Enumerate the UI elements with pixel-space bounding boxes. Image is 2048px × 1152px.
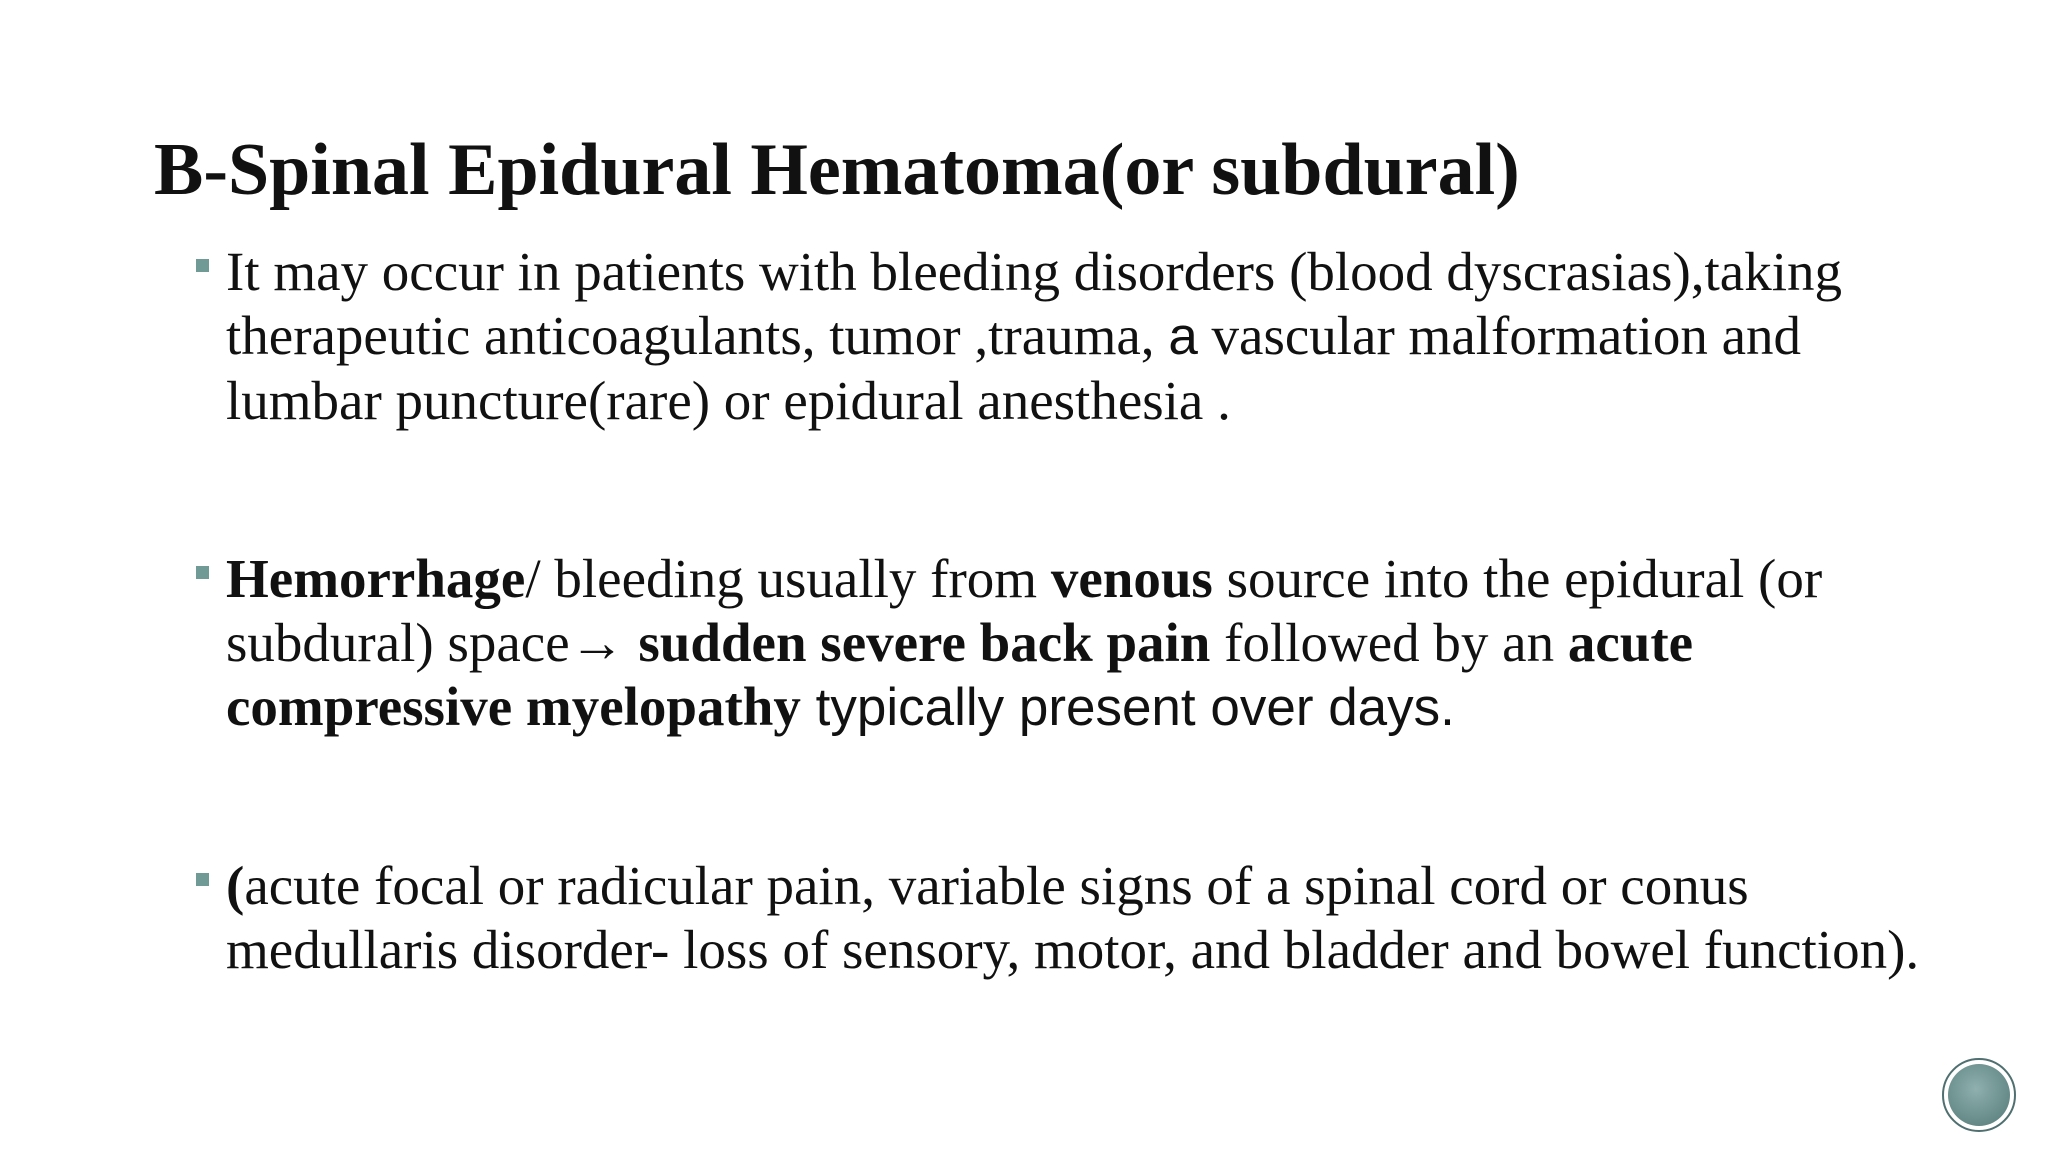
bold-term: acute compressive myelopathy <box>226 612 1694 737</box>
bullet-text: source into the epidural (or subdural) space→ <box>226 548 1823 673</box>
bold-paren: ( <box>226 855 245 916</box>
bullet-item-symptoms <box>196 854 1956 982</box>
bold-term: venous <box>1050 548 1213 609</box>
bullet-text: vascular malformation and lumbar puncture(rare) or epidural anesthesia . <box>226 305 1802 431</box>
circle-nav-icon[interactable] <box>1942 1058 2016 1132</box>
bullet-item-causes <box>196 240 1956 433</box>
bullet-text: followed by an <box>1210 612 1568 673</box>
bullet-marker-icon <box>196 259 209 272</box>
bullet-text: a <box>1168 307 1198 366</box>
bold-term: Hemorrhage <box>226 548 526 609</box>
bullet-text: / bleeding usually from <box>525 548 1051 609</box>
bullet-marker-icon <box>196 873 209 886</box>
bullet-marker-icon <box>196 566 209 579</box>
bullet-text: acute focal or radicular pain, variable signs of a spinal cord or conus medullaris disorder- loss of sensory, motor, and bladder and bowel function). <box>226 855 1920 980</box>
bullet-text: It may occur in patients with bleeding disorders (blood dyscrasias),taking therapeutic anticoagulants, tumor ,trauma, <box>226 241 1843 366</box>
bullet-item-hemorrhage <box>196 547 1956 740</box>
bold-term: sudden severe back pain <box>638 612 1211 673</box>
slide-title: B-Spinal Epidural Hematoma(or subdural) <box>154 129 1520 211</box>
bullet-list <box>196 240 1956 982</box>
circle-nav-inner <box>1948 1064 2010 1126</box>
bullet-text: typically present over days. <box>800 678 1455 737</box>
